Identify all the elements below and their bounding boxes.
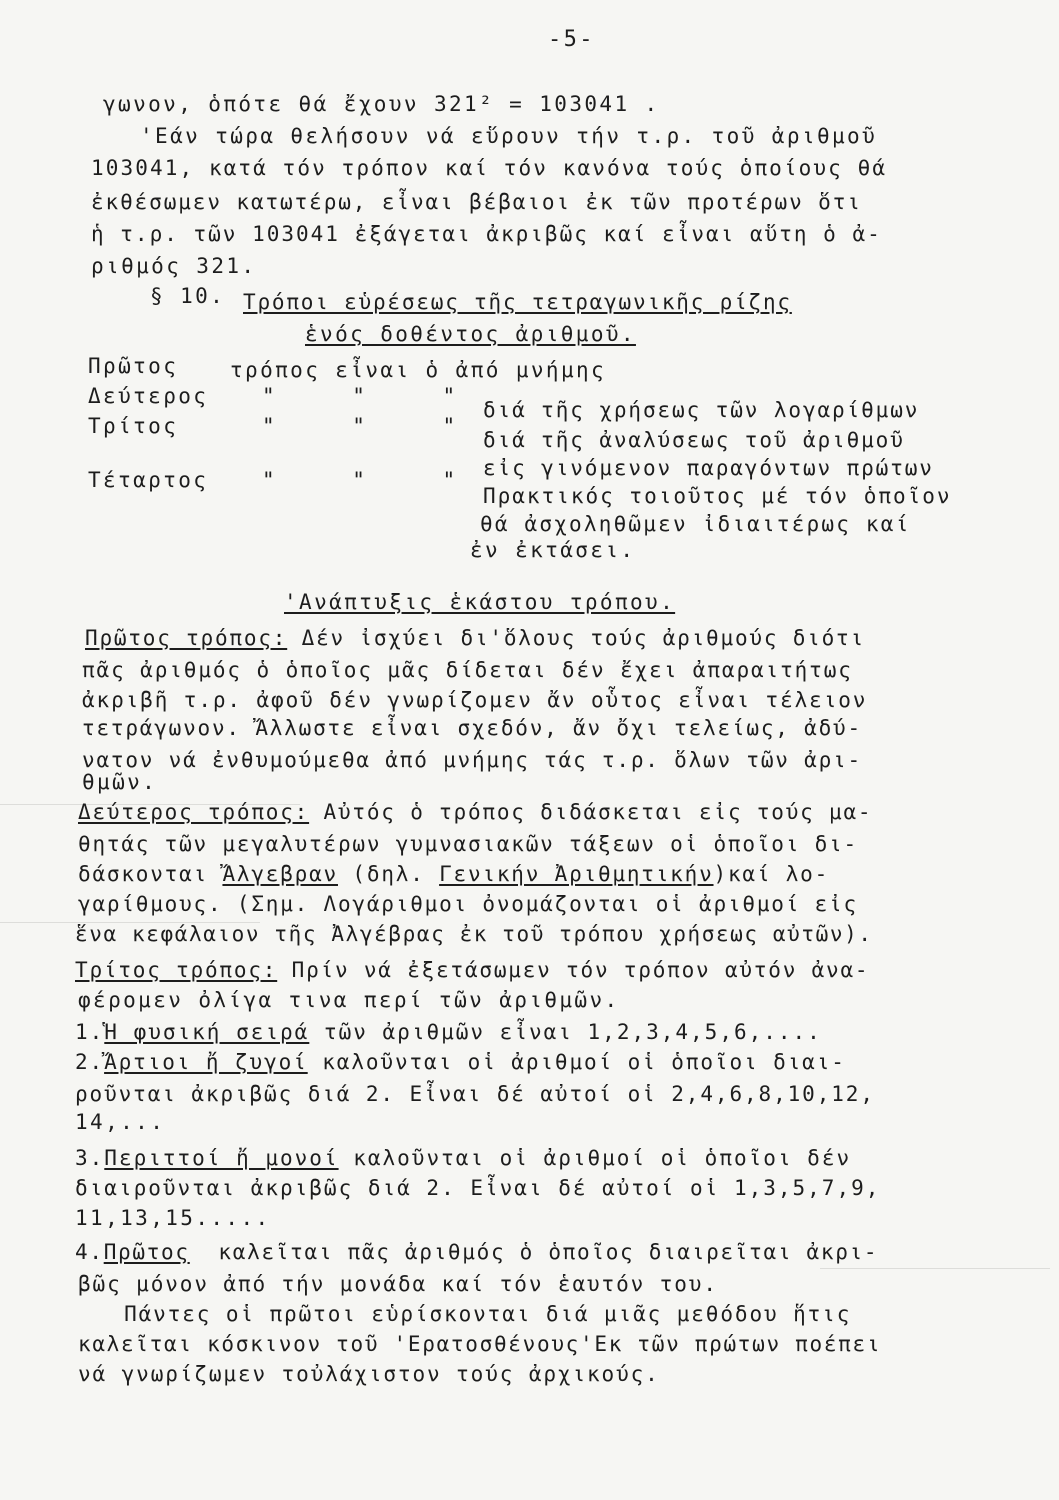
item-1-text: τῶν ἀριθμῶν εἶναι 1,2,3,4,5,6,.... (309, 1020, 822, 1044)
item-4-line-2: βῶς μόνον ἀπό τήν μονάδα καί τόν ἑαυτόν του. (78, 1272, 718, 1296)
second-method-line-5: ἕνα κεφάλαιον τῆς Ἀλγέβρας ἐκ τοῦ τρόπου χρήσεως αὐτῶν). (75, 922, 873, 946)
intro-line-3: 103041, κατά τόν τρόπον καί τόν κανόνα τούς ὁποίους θά (91, 156, 888, 180)
method-4-text-2: θά ἀσχοληθῶμεν ἰδιαιτέρως καί (480, 512, 911, 536)
first-method-line-1 (85, 626, 865, 650)
item-4-line-3: Πάντες οἱ πρῶτοι εὑρίσκονται διά μιᾶς μεθόδου ἥτις (95, 1302, 852, 1326)
second-method-text-3a: δάσκονται (78, 862, 223, 886)
method-4-ditto: " " " (262, 468, 458, 492)
first-method-line-3: ἀκριβῆ τ.ρ. ἀφοῦ δέν γνωρίζομεν ἄν οὗτος εἶναι τέλειον (82, 688, 868, 712)
method-3-ditto: " " " (262, 414, 458, 438)
method-4-name: Τέταρτος (88, 468, 209, 492)
term-algebra: Ἄλγεβραν (222, 862, 338, 886)
third-method-heading: Τρίτος τρόπος: (75, 958, 278, 982)
section-title-line-1: Τρόποι εὑρέσεως τῆς τετραγωνικῆς ρίζης (243, 290, 792, 314)
item-1-number: 1. (75, 1020, 105, 1044)
bleed-through-mark (0, 804, 300, 805)
section-title-line-2: ἑνός δοθέντος ἀριθμοῦ. (305, 322, 636, 346)
term-general-arithmetic: Γενικήν Ἀριθμητικήν (439, 862, 714, 886)
item-4-line-5: νά γνωρίζωμεν τοὐλάχιστον τούς ἀρχικούς. (78, 1362, 660, 1386)
section-mark: § 10. (150, 284, 226, 308)
item-3-line-3: 11,13,15..... (75, 1206, 271, 1230)
first-method-line-2: πᾶς ἀριθμός ὁ ὁποῖος μᾶς δίδεται δέν ἔχει ἀπαραιτήτως (82, 658, 853, 682)
second-method-text: Αὐτός ὁ τρόπος διδάσκεται εἰς τούς μα- (309, 800, 873, 824)
third-method-line-2: φέρομεν ὀλίγα τινα περί τῶν ἀριθμῶν. (78, 988, 620, 1012)
item-3-line-2: διαιροῦνται ἀκριβῶς διά 2. Εἶναι δέ αὐτοί οἱ 1,3,5,7,9, (75, 1176, 881, 1200)
item-3-number: 3. (75, 1146, 105, 1170)
item-2-line-3: 14,... (75, 1110, 166, 1134)
intro-line-1: γωνον, ὁπότε θά ἔχουν 321² = 103041 . (103, 92, 660, 116)
second-method-line-4: γαρίθμους. (Σημ. Λογάριθμοι ὀνομάζονται οἱ ἀριθμοί εἰς (78, 892, 858, 916)
second-method-line-3 (78, 862, 829, 886)
item-3-text: καλοῦνται οἱ ἀριθμοί οἱ ὁποῖοι δέν (338, 1146, 852, 1170)
item-2-number: 2. (75, 1050, 105, 1074)
bleed-through-mark (0, 922, 260, 923)
intro-line-4: ἐκθέσωμεν κατωτέρω, εἶναι βέβαιοι ἐκ τῶν προτέρων ὅτι (91, 190, 862, 214)
intro-line-6: ριθμός 321. (91, 254, 257, 278)
method-4-text: Πρακτικός τοιοῦτος μέ τόν ὁποῖον (483, 484, 952, 508)
development-title: 'Ανάπτυξις ἑκάστου τρόπου. (284, 590, 676, 614)
item-3 (75, 1146, 851, 1170)
third-method-text: Πρίν νά ἐξετάσωμεν τόν τρόπον αὐτόν ἀνα- (277, 958, 870, 982)
method-4-text-3: ἐν ἐκτάσει. (470, 538, 636, 562)
first-method-text: Δέν ἰσχύει δι'ὅλους τούς ἀριθμούς διότι (287, 626, 865, 650)
item-4-term: Πρῶτος (103, 1240, 190, 1264)
first-method-line-6: θμῶν. (82, 770, 158, 794)
intro-line-2: 'Εάν τώρα θελήσουν νά εὕρουν τήν τ.ρ. τοῦ ἀριθμοῦ (140, 124, 878, 148)
method-1-text: τρόπος εἶναι ὁ ἀπό μνήμης (230, 358, 607, 382)
item-4-line-4: καλεῖται κόσκινον τοῦ 'Ερατοσθένους'Εκ τῶν πρώτων ποέπει (78, 1332, 882, 1356)
item-4 (75, 1240, 878, 1264)
method-3-text: διά τῆς ἀναλύσεως τοῦ ἀριθμοῦ (483, 428, 905, 452)
method-2-name: Δεύτερος (88, 384, 209, 408)
method-2-ditto: " " " (262, 384, 458, 408)
intro-line-5: ἡ τ.ρ. τῶν 103041 ἐξάγεται ἀκριβῶς καί εἶναι αὕτη ὁ ἀ- (91, 222, 882, 246)
method-2-text: διά τῆς χρήσεως τῶν λογαρίθμων (483, 398, 920, 422)
second-method-text-3c: )καί λο- (713, 862, 830, 886)
second-method-line-2: θητάς τῶν μεγαλυτέρων γυμνασιακῶν τάξεων οἱ ὁποῖοι δι- (78, 832, 858, 856)
method-1-name: Πρῶτος (88, 354, 179, 378)
second-method-text-3b: (δηλ. (337, 862, 440, 886)
first-method-line-5: νατον νά ἐνθυμούμεθα ἀπό μνήμης τάς τ.ρ. ὅλων τῶν ἀρι- (82, 748, 862, 772)
item-4-number: 4. (75, 1240, 104, 1264)
bleed-through-mark (820, 1268, 1050, 1269)
method-3-name: Τρίτος (88, 414, 179, 438)
item-4-text: καλεῖται πᾶς ἀριθμός ὁ ὁποῖος διαιρεῖται ἀκρι- (189, 1240, 879, 1264)
item-2-line-2: ροῦνται ἀκριβῶς διά 2. Εἶναι δέ αὐτοί οἱ 2,4,6,8,10,12, (75, 1082, 875, 1106)
third-method-line-1 (75, 958, 869, 982)
item-3-term: Περιττοί ἤ μονοί (104, 1146, 339, 1170)
first-method-heading: Πρῶτος τρόπος: (85, 626, 288, 650)
item-1 (75, 1020, 822, 1044)
item-1-term: Ἡ φυσική σειρά (104, 1020, 310, 1044)
method-3-text-2: εἰς γινόμενον παραγόντων πρώτων (483, 456, 934, 480)
page-number: -5- (548, 27, 595, 52)
item-2-term: Ἄρτιοι ἤ ζυγοί (104, 1050, 308, 1074)
first-method-line-4: τετράγωνον. Ἄλλωστε εἶναι σχεδόν, ἄν ὄχι τελείως, ἀδύ- (82, 716, 862, 740)
item-2-text: καλοῦνται οἱ ἀριθμοί οἱ ὁποῖοι διαι- (307, 1050, 846, 1074)
item-2 (75, 1050, 846, 1074)
second-method-heading: Δεύτερος τρόπος: (78, 800, 310, 824)
